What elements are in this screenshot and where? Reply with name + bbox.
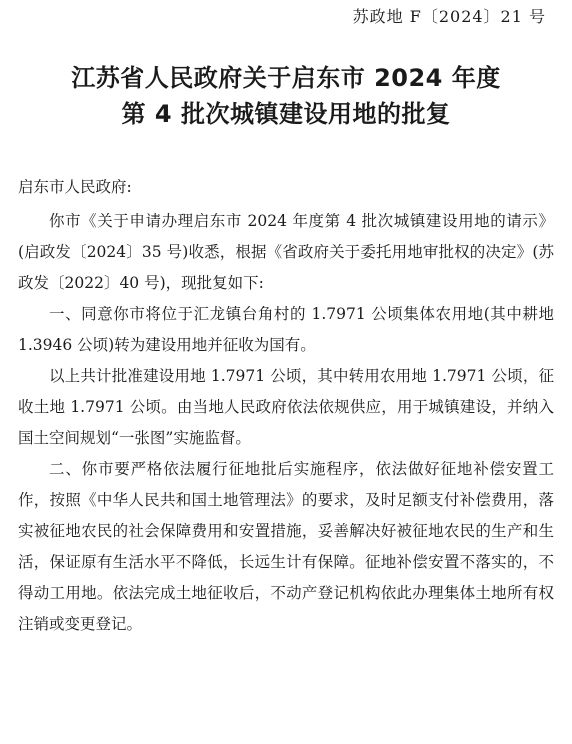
paragraph-item-2: 二、你市要严格依法履行征地批后实施程序，依法做好征地补偿安置工作，按照《中华人民共和国土地管理法》的要求，及时足额支付补偿费用，落实被征地农民的社会保障费用和安置措施，妥善解决好被征地农民的生产和生活，保证原有生活水平不降低，长远生计有保障。征地补偿安置不落实的，不得动工用地。依法完成土地征收后，不动产登记机构依此办理集体土地所有权注销或变更登记。 [18,460,554,633]
paragraph-summary: 以上共计批准建设用地 1.7971 公顷，其中转用农用地 1.7971 公顷，征收土地 1.7971 公顷。由当地人民政府依法依规供应，用于城镇建设，并纳入国土空间规划“一张图”实施监督。 [18,367,554,447]
document-title [0,60,572,132]
addressee: 启东市人民政府: [18,178,132,196]
document-number: 苏政地 F〔2024〕21 号 [352,7,546,26]
document-body [18,206,554,640]
title-line-1: 江苏省人民政府关于启东市 2024 年度 [71,64,501,92]
title-line-2: 第 4 批次城镇建设用地的批复 [121,100,451,128]
paragraph-intro: 你市《关于申请办理启东市 2024 年度第 4 批次城镇建设用地的请示》(启政发〔2024〕35 号)收悉，根据《省政府关于委托用地审批权的决定》(苏政发〔2022〕40 号)，现批复如下: [18,212,554,292]
paragraph-item-1: 一、同意你市将位于汇龙镇台角村的 1.7971 公顷集体农用地(其中耕地 1.3946 公顷)转为建设用地并征收为国有。 [18,305,554,354]
